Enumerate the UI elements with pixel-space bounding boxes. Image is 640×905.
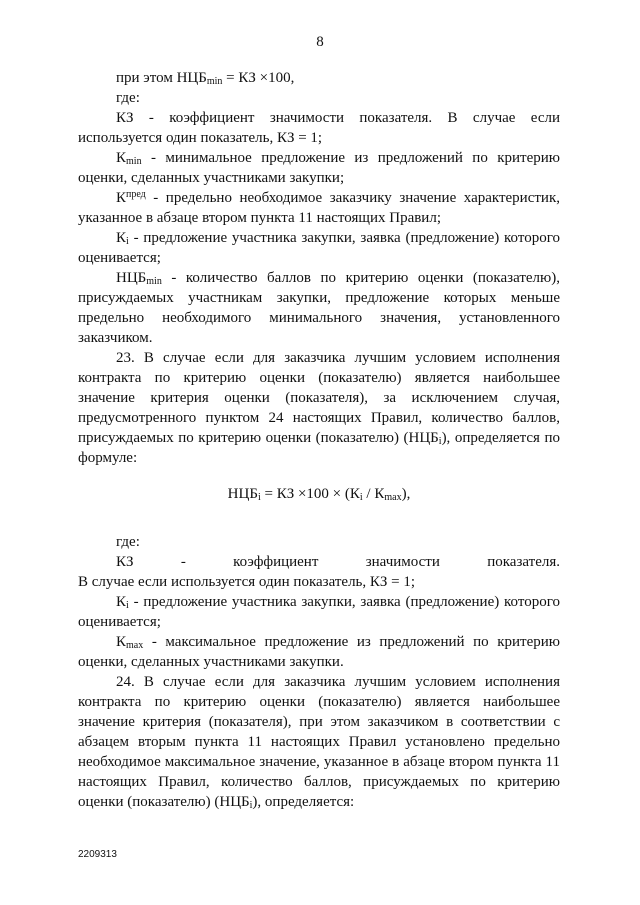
page-content <box>78 68 560 812</box>
definition-kpred: $К^{пред}$ - предельно необходимое заказчику значение характеристик, указанное в абзаце втором пункта 11 настоящих Правил; <box>78 189 560 226</box>
page-number: 8 <box>316 34 324 50</box>
where-label: где: <box>116 90 140 106</box>
document-code: 2209313 <box>78 849 117 860</box>
definition-ncb-min: $НЦБ_{min}$ - количество баллов по критерию оценки (показателю), присуждаемых участникам закупки, предложение которых меньше предельно необходимого минимального значения, установленного заказчиком. <box>78 270 560 346</box>
definition-ki-2: $К_i$ - предложение участника закупки, заявка (предложение) которого оценивается; <box>78 594 560 630</box>
formula-ncb-i: $НЦБ_i$ = КЗ $\times 100 \times (К_i / К_{max})$, <box>227 486 411 503</box>
definition-kz: КЗ - коэффициент значимости показателя. В случае если используется один показатель, КЗ = 1; <box>78 110 560 146</box>
definition-kz-2-line2: В случае если используется один показатель, КЗ = 1; <box>78 574 416 590</box>
formula-ncb-min: при этом $НЦБ_{min}$ = КЗ ×100, <box>116 70 295 87</box>
definition-kmin: $К_{min}$ - минимальное предложение из предложений по критерию оценки, сделанных участниками закупки; <box>78 150 560 186</box>
definition-ki: $К_i$ - предложение участника закупки, заявка (предложение) которого оценивается; <box>78 230 560 266</box>
definition-kmax: $К_{max}$ - максимальное предложение из предложений по критерию оценки, сделанных участниками закупки. <box>78 634 560 670</box>
definition-kz-2-line1: КЗ - коэффициент значимости показателя. <box>116 554 560 570</box>
paragraph-24: 24. В случае если для заказчика лучшим условием исполнения контракта по критерию оценки (показателю) является наибольшее значение критерия (показателя), при этом заказчиком в соответствии с абзацем вторым пункта 11 настоящих Правил установлено предельно необходимое максимальное значение, указанное в абзаце втором пункта 11 настоящих Правил, количество баллов, присуждаемых по критерию оценки (показателю) $(НЦБ_i)$, определяется: <box>78 674 560 811</box>
paragraph-23: 23. В случае если для заказчика лучшим условием исполнения контракта по критерию оценки (показателю) является наибольшее значение критерия оценки (показателя), за исключением случая, предусмотренного пунктом 24 настоящих Правил, количество баллов, присуждаемых по критерию оценки (показателю) $(НЦБ_i)$, определяется по формуле: <box>78 350 561 466</box>
where-label-2: где: <box>116 534 140 550</box>
